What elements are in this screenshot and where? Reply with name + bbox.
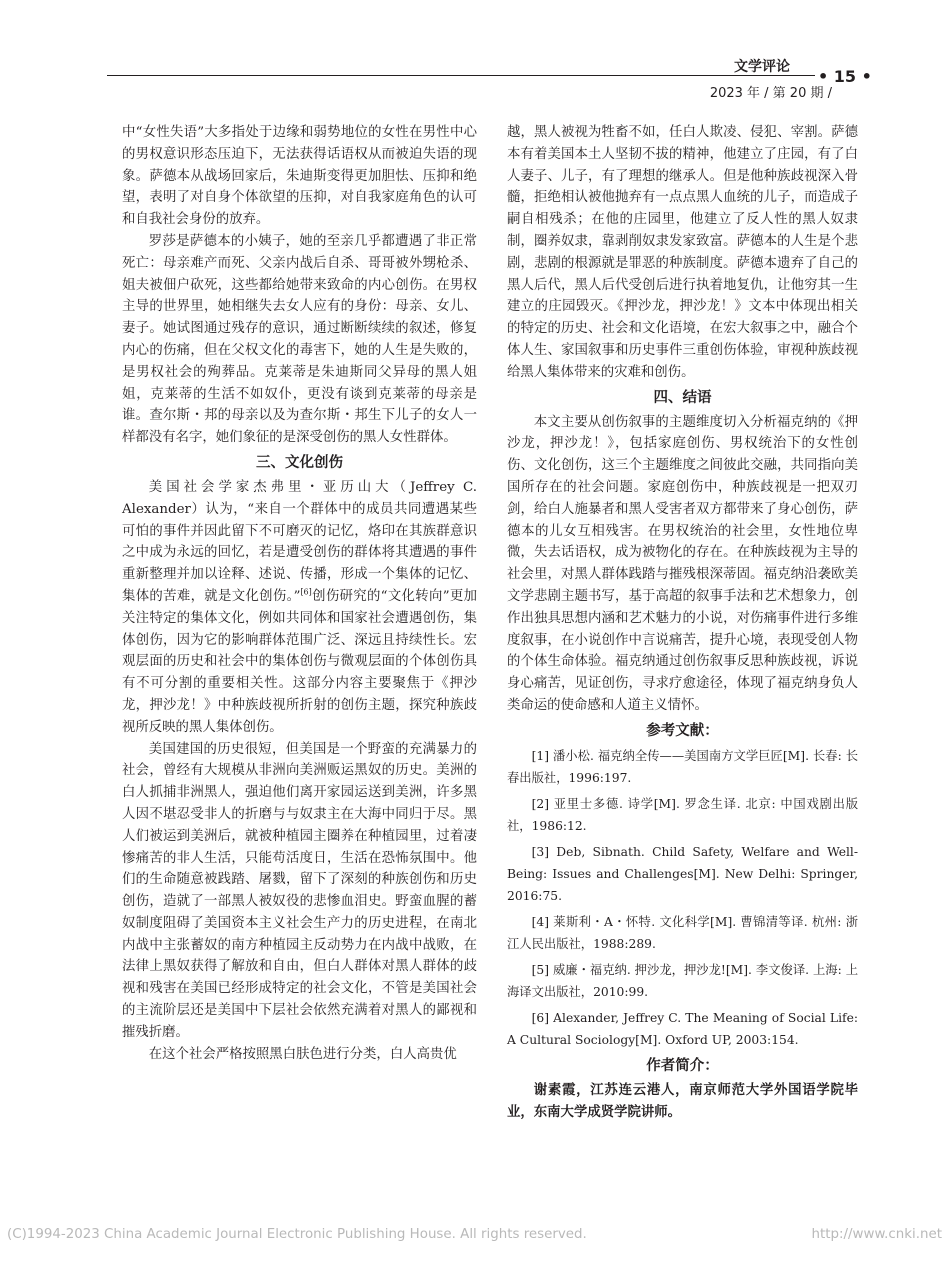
paragraph-alexander — [122, 477, 477, 739]
footer-watermark — [0, 1227, 950, 1249]
citation-marker: [6] — [300, 587, 312, 597]
author-heading: 作者简介： — [646, 1057, 719, 1074]
paragraph-sutpen: 越，黑人被视为牲畜不如，任白人欺凌、侵犯、宰割。萨德本有着美国本土人坚韧不拔的精神，他建立了庄园，有了白人妻子、儿子，有了理想的继承人。但是他种族歧视深入骨髓，拒绝相认被他抛弃有一点点黑人血统的儿子，而造成子嗣自相残杀；在他的庄园里，他建立了反人性的黑人奴隶制，圈养奴隶，靠剥削奴隶发家致富。萨德本的人生是个悲剧，悲剧的根源就是罪恶的种族制度。萨德本遗弃了自己的黑人后代，黑人后代受创后进行执着地复仇，让他穷其一生建立的庄园毁灭。《押沙龙，押沙龙！》文本中体现出相关的特定的历史、社会和文化语境，在宏大叙事之中，融合个体人生、家国叙事和历史事件三重创伤体验，审视种族歧视给黑人集体带来的灾难和创伤。 — [507, 125, 858, 380]
author-bio: 谢素霞，江苏连云港人，南京师范大学外国语学院毕业，东南大学成贤学院讲师。 — [507, 1081, 858, 1120]
header-rule — [107, 75, 815, 76]
left-column — [122, 122, 477, 1065]
paragraph-american-history: 美国建国的历史很短，但美国是一个野蛮的充满暴力的社会，曾经有大规模从非洲向美洲贩运黑奴的历史。美洲的白人抓捕非洲黑人，强迫他们离开家园运送到美洲，许多黑人因不堪忍受非人的折磨与与奴隶主在大海中同归于尽。黑人们被运到美洲后，就被种植园主圈养在种植园里，过着凄惨痛苦的非人生活，只能苟活度日，生活在恐怖氛围中。他们的生命随意被践踏、屠戮，留下了深刻的种族创伤和历史创伤，造就了一部黑人被奴役的悲惨血泪史。野蛮血腥的蓄奴制度阻碍了美国资本主义社会生产力的历史进程，在南北内战中主张蓄奴的南方种植园主反动势力在内战中战败，在法律上黑奴获得了解放和自由，但白人群体对黑人群体的歧视和残害在美国已经形成特定的社会文化，不管是美国社会的主流阶层还是美国中下层社会依然充满着对黑人的鄙视和摧残折磨。 — [122, 741, 477, 1040]
reference-item: [5] 威廉・福克纳. 押沙龙，押沙龙![M]. 李文俊译. 上海: 上海译文出版社，2010:99. — [507, 962, 858, 999]
paragraph-rosa: 罗莎是萨德本的小姨子，她的至亲几乎都遭遇了非正常死亡：母亲难产而死、父亲内战后自杀、哥哥被外甥枪杀、姐夫被佃户砍死，这些都给她带来致命的内心创伤。在男权主导的世界里，她相继失去女人应有的身份：母亲、女儿、妻子。她试图通过残存的意识，通过断断续续的叙述，修复内心的伤痛，但在父权文化的毒害下，她的人生是失败的，是男权社会的殉葬品。克莱蒂是朱迪斯同父异母的黑人姐姐，克莱蒂的生活不如奴仆，更没有谈到克莱蒂的母亲是谁。查尔斯・邦的母亲以及为查尔斯・邦生下儿子的女人一样都没有名字，她们象征的是深受创伤的黑人女性群体。 — [122, 233, 477, 446]
reference-item: [3] Deb, Sibnath. Child Safety, Welfare and Well-Being: Issues and Challenges[M]. New Delhi: Springer, 2016:75. — [507, 844, 858, 903]
reference-item: [2] 亚里士多德. 诗学[M]. 罗念生译. 北京: 中国戏剧出版社，1986:12. — [507, 796, 858, 833]
paragraph-female-aphasia: 中“女性失语”大多指处于边缘和弱势地位的女性在男性中心的男权意识形态压迫下，无法获得话语权从而被迫失语的现象。萨德本从战场回家后，朱迪斯变得更加胆怯、压抑和绝望，表明了对自身个体欲望的压抑，对自我家庭角色的认可和自我社会身份的放弃。 — [122, 125, 477, 228]
reference-item: [6] Alexander, Jeffrey C. The Meaning of Social Life: A Cultural Sociology[M]. Oxford UP, 2003:154. — [507, 1010, 858, 1047]
journal-name: 文学评论 — [734, 59, 790, 75]
paragraph-classification: 在这个社会严格按照黑白肤色进行分类，白人高贵优 — [148, 1046, 457, 1062]
issue-info: 2023 年 / 第 20 期 / — [709, 86, 832, 101]
alexander-followup-text: 创伤研究的“文化转向”更加关注特定的集体文化，例如共同体和国家社会遭遇创伤，集体创伤，因为它的影响群体范围广泛、深远且持续性长。宏观层面的历史和社会中的集体创伤与微观层面的个体创伤具有不可分割的重要相关性。这部分内容主要聚焦于《押沙龙，押沙龙！》中种族歧视所折射的创伤主题，探究种族歧视所反映的黑人集体创伤。 — [122, 588, 477, 735]
page-number: • 15 • — [818, 67, 872, 86]
alexander-quote-text: 美国社会学家杰弗里・亚历山大（Jeffrey C. Alexander）认为，“来自一个群体中的成员共同遭遇某些可怕的事件并因此留下不可磨灭的记忆，烙印在其族群意识之中成为永远的回忆，若是遭受创伤的群体将其遭遇的事件重新整理并加以诠释、述说、传播，形成一个集体的记忆、集体的苦难，就是文化创伤。” — [122, 479, 477, 604]
reference-list — [507, 745, 858, 1051]
references-heading: 参考文献： — [646, 722, 719, 739]
cnki-url: http://www.cnki.net — [811, 1227, 942, 1242]
copyright-text: (C)1994-2023 China Academic Journal Electronic Publishing House. All rights reserved. — [7, 1227, 587, 1242]
section-heading-conclusion: 四、结语 — [653, 389, 712, 406]
reference-item: [1] 潘小松. 福克纳全传——美国南方文学巨匠[M]. 长春: 长春出版社，1996:197. — [507, 748, 858, 785]
right-column — [507, 122, 858, 1123]
section-heading-cultural-trauma: 三、文化创伤 — [256, 454, 343, 471]
paragraph-conclusion: 本文主要从创伤叙事的主题维度切入分析福克纳的《押沙龙，押沙龙！》，包括家庭创伤、男权统治下的女性创伤、文化创伤，这三个主题维度之间彼此交融，共同指向美国所存在的社会问题。家庭创伤中，种族歧视是一把双刃剑，给白人施暴者和黑人受害者双方都带来了身心创伤，萨德本的儿女互相残害。在男权统治的社会里，女性地位卑微，失去话语权，成为被物化的存在。在种族歧视为主导的社会里，对黑人群体践踏与摧残根深蒂固。福克纳沿袭欧美文学悲剧主题书写，基于高超的叙事手法和艺术想象力，创作出独具思想内涵和艺术魅力的小说，对伤痛事件进行多维度叙事，在小说创作中言说痛苦，提升心境，表现受创人物的个体生命体验。福克纳通过创伤叙事反思种族歧视，诉说身心痛苦，见证创伤，寻求疗愈途径，体现了福克纳身负人类命运的使命感和人道主义情怀。 — [507, 414, 858, 713]
reference-item: [4] 莱斯利・A・怀特. 文化科学[M]. 曹锦清等译. 杭州: 浙江人民出版社，1988:289. — [507, 914, 858, 951]
